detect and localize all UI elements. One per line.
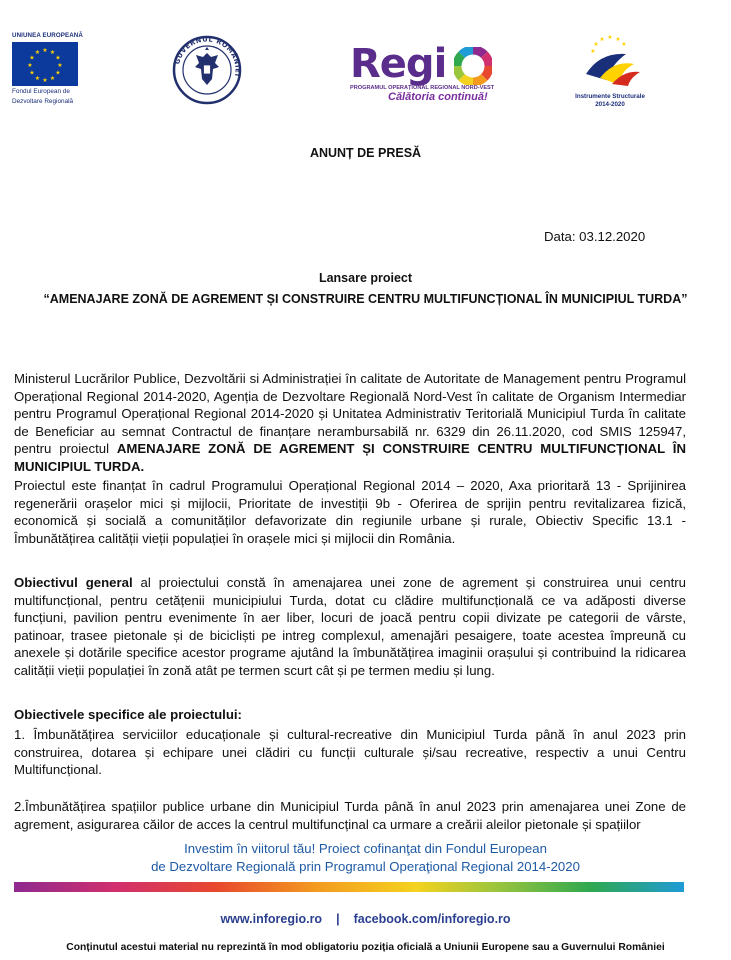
specific-objective-1: 1. Îmbunătățirea serviciilor educaționale și cultural-recreative din Municipiul Turda până în anul 2023 prin construirea, dotarea și echipare unei clădiri cu funcții culturale și/sau recreative, respectiv a unui Centru Multifuncțional. (14, 727, 686, 778)
svg-text:★: ★ (42, 47, 48, 54)
general-objective-text: al proiectului constă în amenajarea unei zone de agrement și construirea unui centru multifuncțional, pentru cetățenii municipiului Turda, dotat cu clădire multifuncțională ce va adăposti diverse funcțiuni, pavilion pentru evenimente în aer liber, locuri de joacă pentru copii divizate pe categorii de vârste, patinoar, trasee pietonale și de bicicliști pe intreg complexul, amenajări pesaigere, toate acestea împreună cu anexele și dotările specifice acestor programe ajutând la îmbunătățirea imaginii orașului și contribuind la ridicarea calității vieții populației în zonă atât pe termen scurt cât și pe termen mediu și lung. (14, 575, 686, 678)
eu-stars-icon (12, 42, 78, 86)
facebook-link[interactable]: facebook.com/inforegio.ro (353, 912, 511, 926)
footer-disclaimer: Conținutul acestui material nu reprezintă în mod obligatoriu poziția oficială a Uniunii Europene sau a Guvernului României (66, 942, 665, 953)
eu-logo-subtitle-2: Dezvoltare Regională (12, 98, 74, 105)
regio-slogan: Călătoria continuă! (388, 91, 488, 103)
general-objective-label: Obiectivul general (14, 575, 133, 590)
svg-text:★: ★ (42, 77, 48, 84)
svg-text:★: ★ (590, 48, 596, 55)
svg-text:★: ★ (34, 49, 41, 56)
regio-rainbow-o-icon (454, 47, 492, 85)
svg-text:★: ★ (599, 36, 605, 43)
eu-logo (12, 32, 84, 108)
footer-slogan-line-1: Investim în viitorul tău! Proiect cofinanţat din Fondul European (184, 841, 547, 856)
government-seal-icon (172, 35, 242, 105)
footer-separator: | (336, 912, 340, 926)
structural-instruments-logo (560, 30, 660, 110)
structural-instruments-caption-1: Instrumente Structurale (575, 93, 645, 100)
svg-text:★: ★ (621, 41, 627, 48)
svg-text:★: ★ (49, 49, 56, 56)
footer-slogan-line-2: de Dezvoltare Regională prin Programul Operaţional Regional 2014-2020 (151, 859, 580, 874)
svg-text:★: ★ (593, 41, 599, 48)
intro-paragraph (14, 370, 686, 476)
svg-text:★: ★ (29, 69, 35, 77)
eu-logo-title: UNIUNEA EUROPEANĂ (12, 32, 83, 39)
rainbow-divider (14, 882, 684, 892)
eu-flag-icon (12, 42, 78, 86)
project-title: “AMENAJARE ZONĂ DE AGREMENT ȘI CONSTRUIRE CENTRU MULTIFUNCȚIONAL ÎN MUNICIPIUL TURDA” (43, 292, 688, 306)
svg-text:★: ★ (29, 54, 35, 62)
svg-text:★: ★ (34, 75, 41, 82)
government-seal-text: GUVERNUL ROMÂNIEI (173, 35, 242, 78)
regio-program-line: PROGRAMUL OPERAȚIONAL REGIONAL NORD-VEST (350, 85, 495, 91)
svg-text:★: ★ (55, 54, 61, 62)
document-date: Data: 03.12.2020 (544, 229, 646, 244)
regio-logo: Regi PROGRAMUL OPERAȚIONAL REGIONAL NORD-VEST Călătoria continuă! (350, 41, 495, 103)
specific-objectives-heading-text: Obiectivele specifice ale proiectului: (14, 707, 242, 722)
financing-paragraph: Proiectul este finanțat în cadrul Programului Operațional Regional 2014 – 2020, Axa prioritară 13 - Sprijinirea regenerării orașelor mici și mijlocii, Prioritate de investiții 9b - Oferirea de sprijin pentru revitalizarea fizică, economică și socială a comunităților defavorizate din regiunile urbane și rurale, Obiectiv Specific 13.1 - Îmbunătățirea calității vieții populației în orașele mici și mijlocii din România. (14, 478, 686, 546)
footer-links (0, 912, 731, 926)
svg-text:★: ★ (57, 62, 63, 69)
specific-objective-2: 2.Îmbunătățirea spațiilor publice urbane din Municipiul Turda până în anul 2023 prin amenajarea unei Zone de agrement, asigurarea căilor de acces la centrul multifuncținal ca urmare a creării aleilor pietonale și spațiilor (14, 799, 686, 832)
svg-text:★: ★ (615, 36, 621, 43)
structural-instruments-icon (560, 30, 660, 88)
specific-objectives-heading (14, 706, 686, 724)
eu-logo-subtitle-1: Fondul European de (12, 88, 70, 95)
structural-instruments-caption-2: 2014-2020 (595, 101, 625, 108)
intro-project-name: AMENAJARE ZONĂ DE AGREMENT ȘI CONSTRUIRE CENTRU MULTIFUNCȚIONAL ÎN MUNICIPIUL TURDA. (14, 441, 686, 474)
romanian-government-logo (172, 35, 242, 105)
svg-text:★: ★ (49, 75, 56, 82)
svg-text:★: ★ (27, 62, 33, 69)
svg-text:★: ★ (607, 34, 613, 41)
launch-label: Lansare proiect (318, 271, 413, 285)
intro-text: Ministerul Lucrărilor Publice, Dezvoltării si Administrației în calitate de Autoritate de Management pentru Programul Operațional Regional 2014-2020, Agenția de Dezvoltare Regională Nord-Vest în calitate de Organism Intermediar pentru Programul Operațional Regional 2014-2020 și Unitatea Administrativ Teritorială Municipiul Turda în calitate de Beneficiar au semnat Contractul de finanțare nerambursabilă nr. 6329 din 26.11.2020, cod SMIS 125947, pentru proiectul (14, 371, 686, 457)
general-objective-paragraph (14, 574, 686, 680)
svg-text:★: ★ (55, 69, 61, 77)
page-title: ANUNȚ DE PRESĂ (309, 146, 422, 160)
website-link[interactable]: www.inforegio.ro (220, 912, 323, 926)
